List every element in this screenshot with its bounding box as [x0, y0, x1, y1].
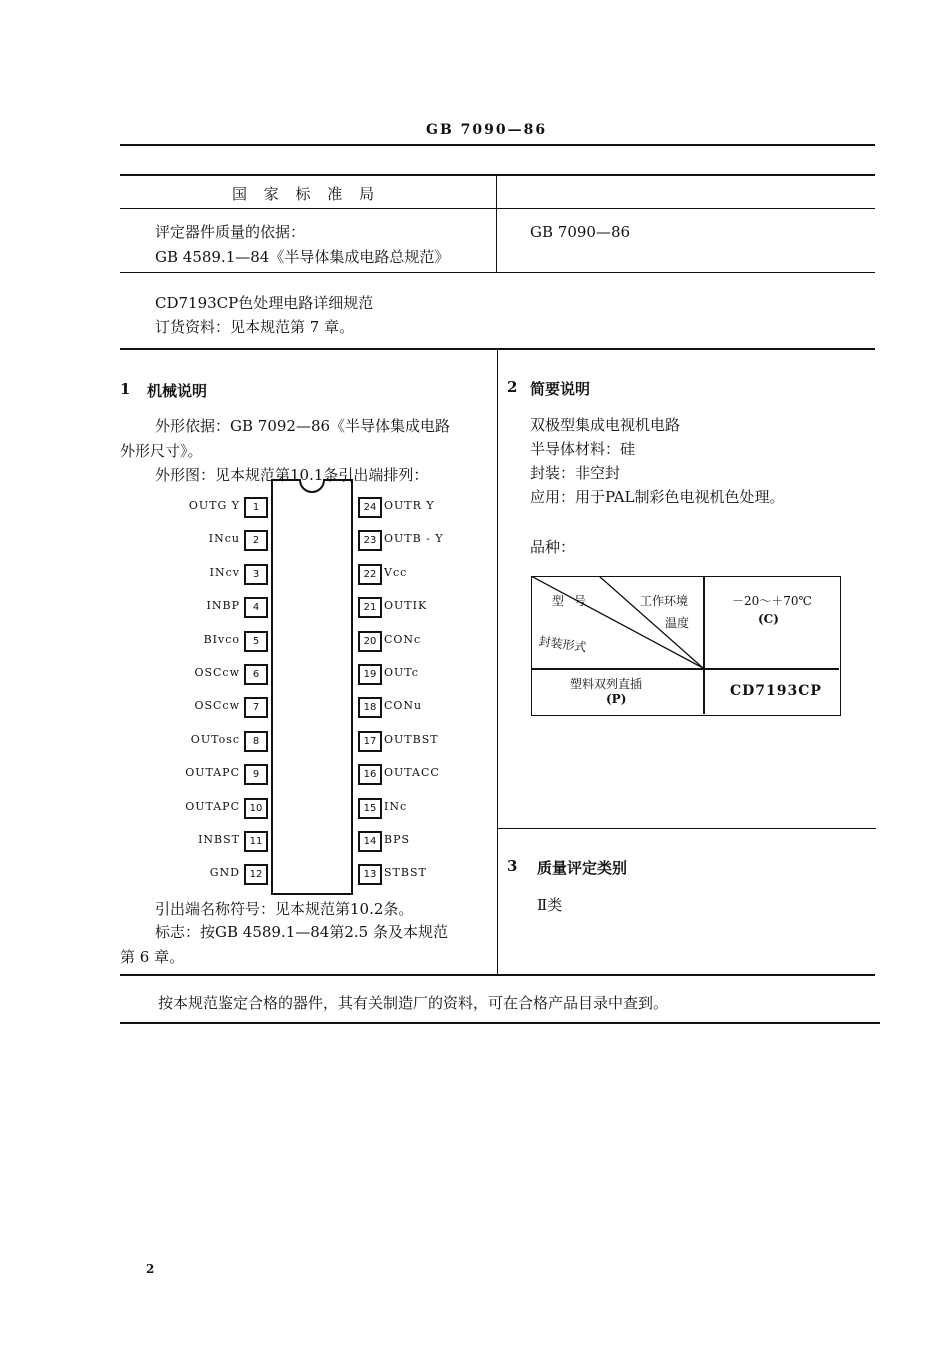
pin-label-right: OUTIK — [384, 599, 428, 612]
pin-number-box: 4 — [244, 597, 268, 618]
pin-number-box: 18 — [358, 697, 382, 718]
pin-number-box: 16 — [358, 764, 382, 785]
section3-heading: 质量评定类别 — [537, 859, 628, 877]
marking-b: 第 6 章。 — [120, 948, 185, 966]
spec-title: CD7193CP色处理电路详细规范 — [155, 294, 374, 312]
pin-number-box: 21 — [358, 597, 382, 618]
pin-number-box: 24 — [358, 497, 382, 518]
section-divider — [497, 350, 498, 975]
part-number: CD7193CP — [730, 683, 822, 699]
marking-a: 标志：按GB 4589.1—84第2.5 条及本规范 — [155, 923, 448, 941]
pin-number-box: 22 — [358, 564, 382, 585]
pin-number-box: 14 — [358, 831, 382, 852]
ic-package-outline — [270, 478, 354, 896]
pin-number-box: 1 — [244, 497, 268, 518]
outline-basis-b: 外形尺寸》。 — [120, 442, 203, 460]
pin-number-box: 2 — [244, 530, 268, 551]
pin-label-left: INcu — [208, 532, 240, 545]
temp-code: (C) — [758, 612, 779, 626]
std-number: GB 7090—86 — [530, 223, 631, 241]
pin-label-right: OUTACC — [384, 766, 440, 779]
basis-label: 评定器件质量的依据： — [155, 223, 306, 241]
header-code: GB 7090—86 — [426, 122, 548, 138]
pin-label-left: INcv — [209, 566, 240, 579]
desc-line1: 双极型集成电视机电路 — [530, 416, 681, 434]
pin-label-left: INBP — [206, 599, 240, 612]
pin-label-left: OUTAPC — [185, 766, 240, 779]
page-number: 2 — [146, 1262, 155, 1276]
section3-rule — [497, 828, 876, 829]
table-mid-rule — [120, 208, 875, 209]
pin-label-right: BPS — [384, 833, 411, 846]
basis-ref: GB 4589.1—84《半导体集成电路总规范》 — [155, 248, 450, 266]
variety-label: 品种： — [530, 538, 576, 556]
pin-label-right: OUTc — [384, 666, 419, 679]
quality-category: Ⅱ类 — [537, 896, 563, 914]
pin-label-right: STBST — [384, 866, 427, 879]
desc-line3: 封装：非空封 — [530, 464, 621, 482]
section2-num: 2 — [507, 378, 518, 396]
footer-note: 按本规范鉴定合格的器件，其有关制造厂的资料，可在合格产品目录中查到。 — [158, 994, 669, 1012]
pin-number-box: 8 — [244, 731, 268, 752]
pin-label-right: CONu — [384, 699, 423, 712]
pin-number-box: 7 — [244, 697, 268, 718]
pin-number-box: 10 — [244, 798, 268, 819]
pin-number-box: 9 — [244, 764, 268, 785]
pin-label-right: Vcc — [384, 566, 408, 579]
outline-figure-ref: 外形图：见本规范第10.1条引出端排列： — [155, 466, 429, 484]
pin-label-left: BIvco — [203, 633, 240, 646]
pin-label-left: INBST — [198, 833, 240, 846]
temp-range: －20～＋70℃ — [732, 594, 812, 608]
pin-label-right: CONc — [384, 633, 422, 646]
pin-label-right: OUTB - Y — [384, 532, 444, 545]
authority: 国 家 标 准 局 — [232, 185, 381, 203]
pin-number-box: 11 — [244, 831, 268, 852]
desc-line2: 半导体材料：硅 — [530, 440, 636, 458]
pin-names-note: 引出端名称符号：见本规范第10.2条。 — [155, 900, 414, 918]
table-rule-3 — [120, 272, 875, 273]
pin-label-left: GND — [209, 866, 240, 879]
col-env: 工作环境 — [640, 594, 689, 608]
footer-top-rule — [120, 974, 875, 976]
pin-number-box: 13 — [358, 864, 382, 885]
ordering-info: 订货资料：见本规范第 7 章。 — [155, 318, 355, 336]
table-top-rule — [120, 174, 875, 176]
footer-bottom-rule — [120, 1022, 880, 1024]
table-divider — [496, 175, 497, 273]
pin-number-box: 6 — [244, 664, 268, 685]
col-model: 型 号 — [552, 594, 589, 608]
pkg-type: 塑料双列直插 — [570, 677, 643, 691]
pin-number-box: 19 — [358, 664, 382, 685]
pin-number-box: 23 — [358, 530, 382, 551]
pkg-code: (P) — [606, 692, 627, 706]
section1-num: 1 — [120, 380, 131, 398]
pin-number-box: 5 — [244, 631, 268, 652]
pin-label-left: OUTosc — [190, 733, 240, 746]
pin-number-box: 15 — [358, 798, 382, 819]
pin-label-right: INc — [384, 800, 408, 813]
pin-number-box: 20 — [358, 631, 382, 652]
pin-number-box: 17 — [358, 731, 382, 752]
pin-label-left: OUTAPC — [185, 800, 240, 813]
pin-label-right: OUTR Y — [384, 499, 435, 512]
section1-heading: 机械说明 — [147, 382, 208, 400]
desc-line4: 应用：用于PAL制彩色电视机色处理。 — [530, 488, 785, 506]
pin-number-box: 3 — [244, 564, 268, 585]
col-pkg-form: 封装形式 — [537, 633, 588, 655]
pin-label-right: OUTBST — [384, 733, 439, 746]
col-temp: 温度 — [665, 616, 690, 630]
pin-label-left: OSCcw — [194, 666, 240, 679]
pin-label-left: OSCcw — [194, 699, 240, 712]
pin-number-box: 12 — [244, 864, 268, 885]
header-rule — [120, 144, 875, 146]
section3-num: 3 — [507, 857, 518, 875]
pin-label-left: OUTG Y — [188, 499, 240, 512]
section2-heading: 简要说明 — [530, 380, 591, 398]
outline-basis-a: 外形依据：GB 7092—86《半导体集成电路 — [155, 417, 451, 435]
